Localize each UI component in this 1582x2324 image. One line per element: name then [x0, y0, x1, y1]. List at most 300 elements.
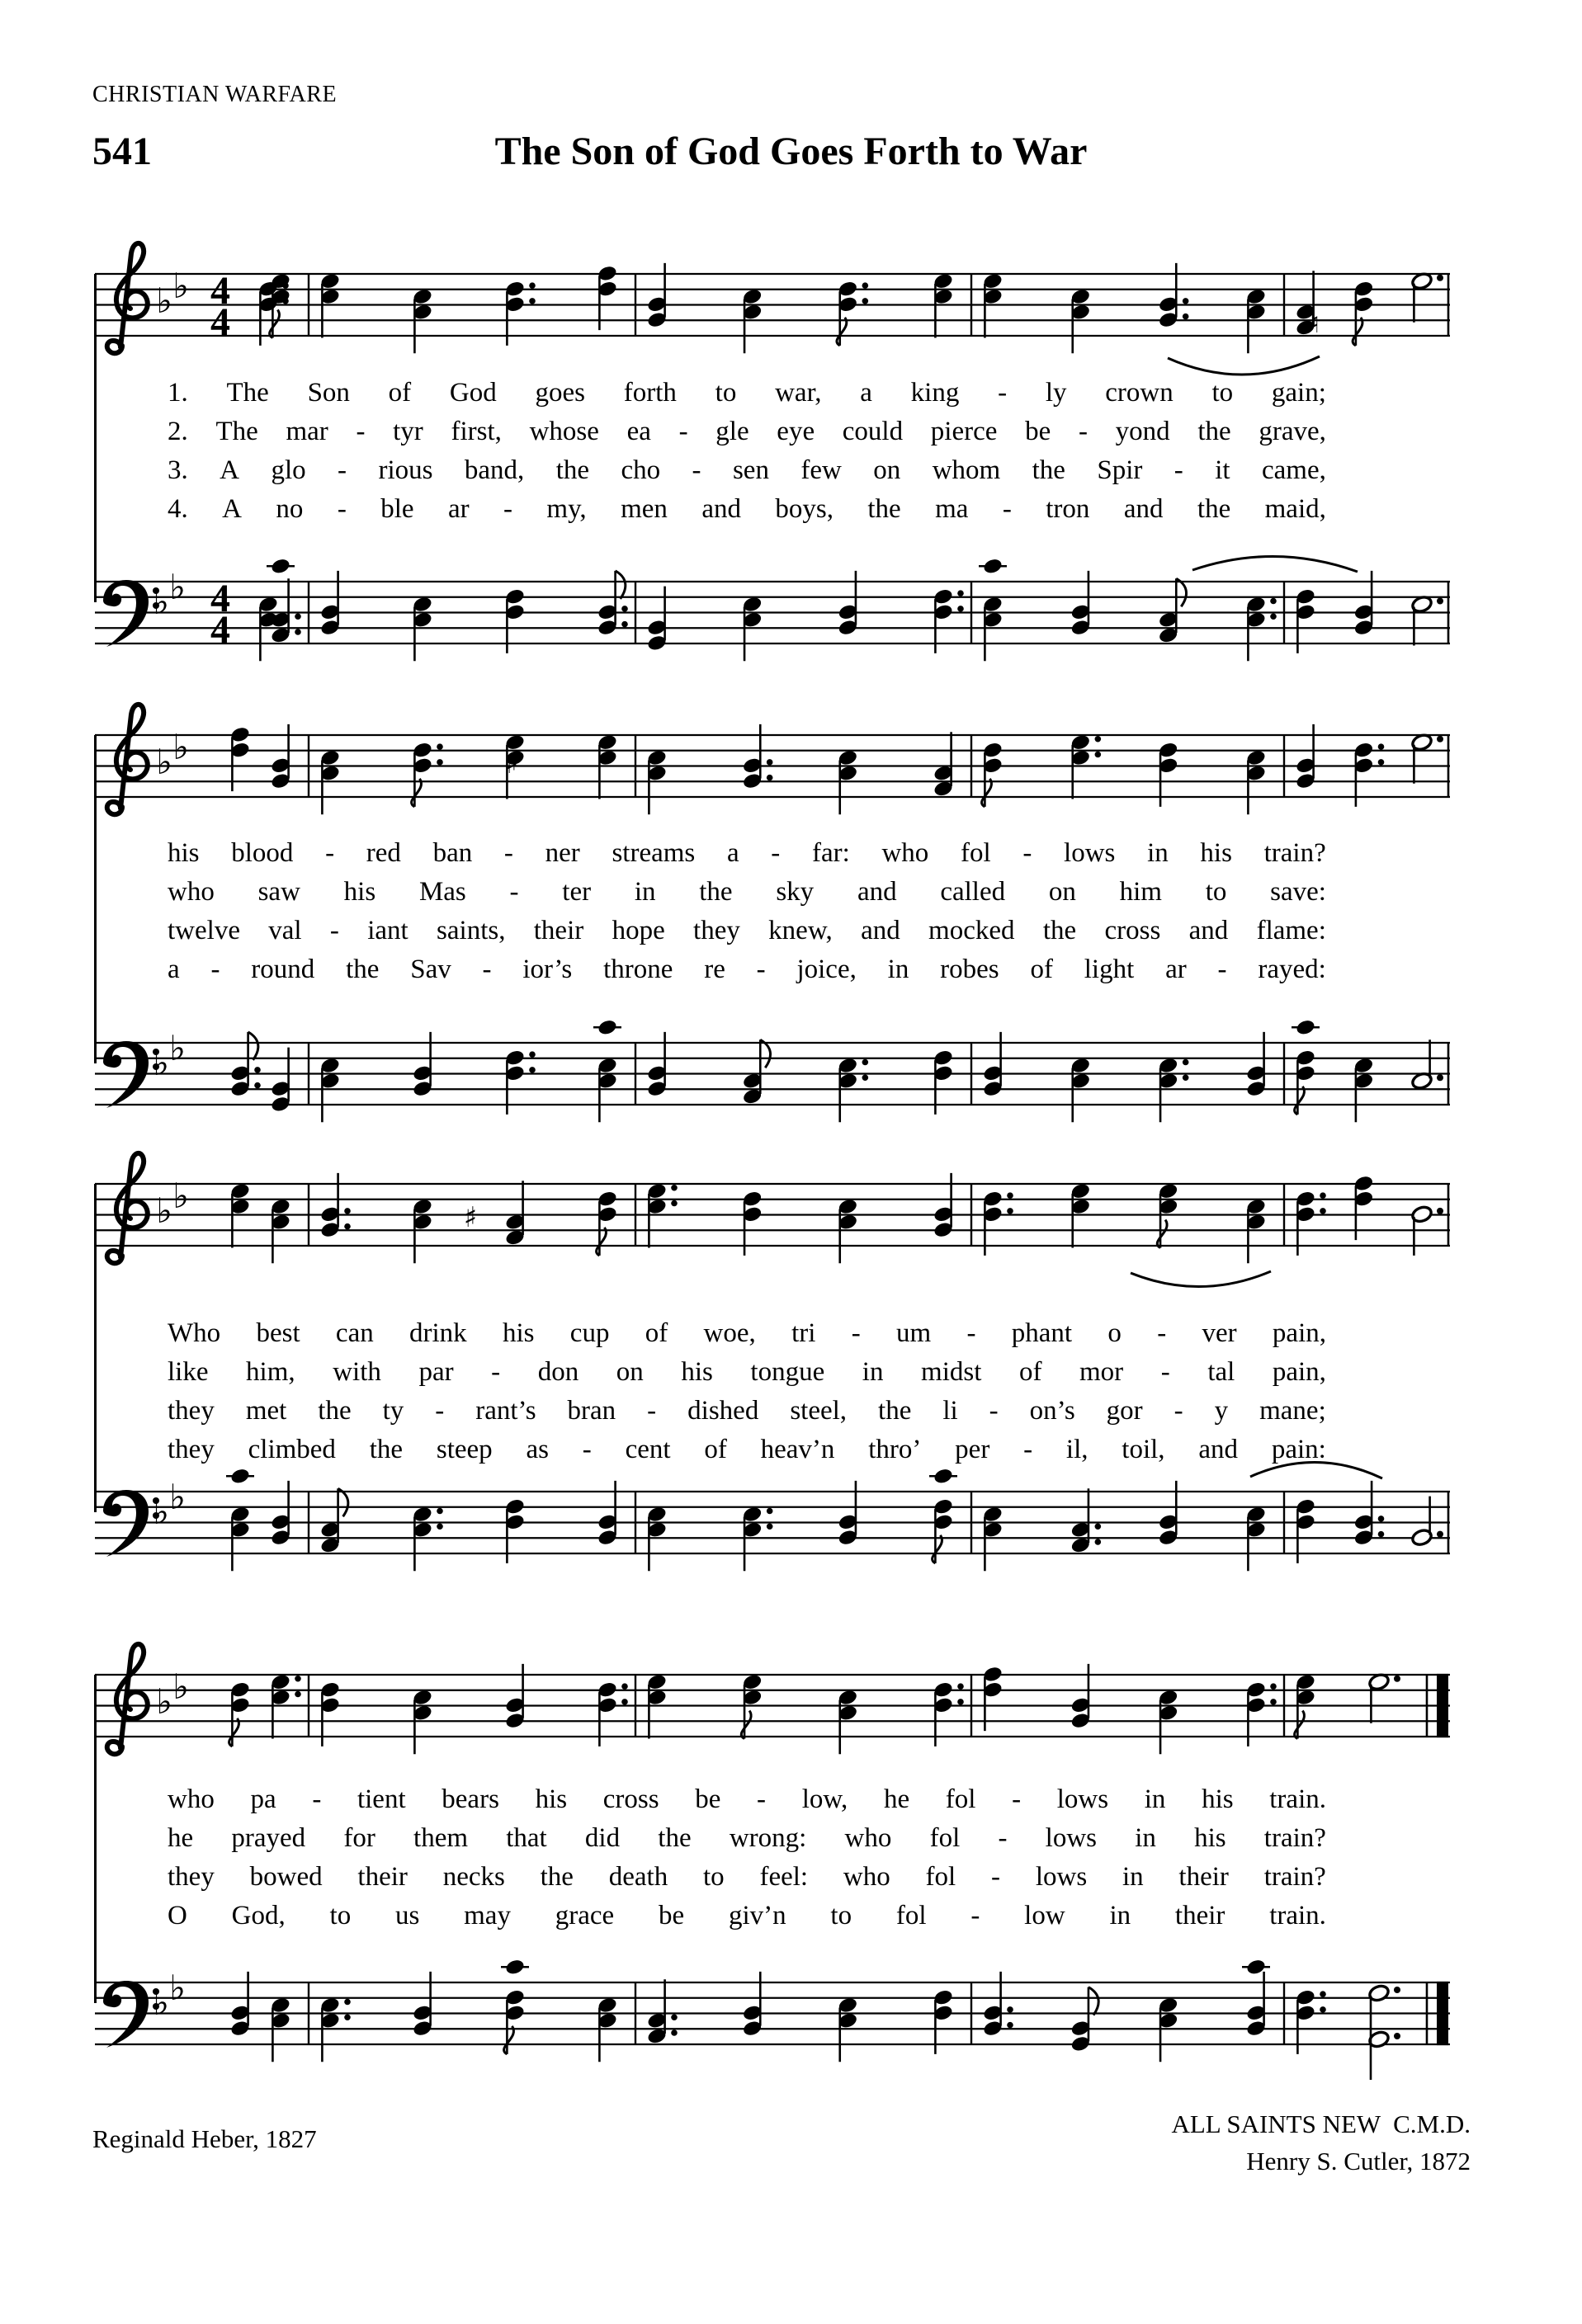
lyric-word: fol — [945, 1784, 976, 1814]
lyric-word: fol — [929, 1823, 961, 1853]
bass-staff — [95, 1941, 1450, 2102]
lyric-word: in — [862, 1357, 884, 1387]
lyric-word: to — [830, 1901, 852, 1930]
lyric-word: light — [1084, 955, 1135, 984]
music-system-4 — [95, 1633, 1450, 2102]
lyric-line-verse4 — [168, 490, 1326, 529]
lyric-word: cho — [621, 455, 661, 485]
lyric-word: train? — [1263, 838, 1326, 868]
lyric-word: it — [1215, 455, 1230, 485]
svg-text:4: 4 — [210, 577, 230, 620]
lyric-word: cross — [602, 1784, 659, 1814]
music-system-3 — [95, 1143, 1450, 1611]
svg-text:4: 4 — [210, 300, 230, 344]
lyric-word: my, — [546, 494, 587, 524]
lyric-word: low, — [801, 1784, 848, 1814]
lyric-word: midst — [921, 1357, 982, 1387]
lyric-word: - — [1002, 494, 1012, 524]
lyric-word: in — [1135, 1823, 1156, 1853]
lyric-word: in — [1144, 1784, 1166, 1814]
lyric-word: ble — [380, 494, 414, 524]
lyric-word: - — [991, 1862, 1001, 1892]
lyric-word: his — [1202, 1784, 1234, 1814]
lyric-word: Son — [307, 378, 350, 408]
lyric-word: pa — [250, 1784, 276, 1814]
lyric-word: - — [851, 1318, 861, 1348]
lyric-word: saints, — [437, 916, 506, 945]
lyric-line-verse2 — [168, 1353, 1326, 1392]
lyric-word: rious — [378, 455, 433, 485]
lyric-word: as — [526, 1435, 549, 1464]
svg-text:♭: ♭ — [169, 567, 186, 607]
lyric-word: dished — [687, 1396, 759, 1426]
lyric-word: cent — [625, 1435, 671, 1464]
lyric-line-verse2 — [168, 873, 1326, 912]
svg-text:♭: ♭ — [153, 1043, 169, 1083]
lyric-word: - — [998, 378, 1008, 408]
lyric-word: of — [645, 1318, 668, 1348]
lyric-word: his — [1194, 1823, 1226, 1853]
lyric-word: cross — [1104, 916, 1161, 945]
lyric-word: ver — [1202, 1318, 1237, 1348]
lyric-word: first, — [451, 417, 502, 446]
lyric-word: be — [695, 1784, 721, 1814]
lyric-word: death — [608, 1862, 668, 1892]
lyric-word: in — [1147, 838, 1169, 868]
lyric-word: ner — [545, 838, 580, 868]
lyric-word: with — [333, 1357, 381, 1387]
svg-text:♭: ♭ — [172, 1176, 189, 1216]
lyric-word: who — [168, 1784, 215, 1814]
lyric-word: - — [1160, 1357, 1170, 1387]
lyric-word: pain, — [1272, 1318, 1326, 1348]
lyric-word: yond — [1115, 417, 1170, 446]
lyric-line-verse2 — [168, 412, 1326, 451]
lyric-word: to — [329, 1901, 352, 1930]
lyric-word: and — [861, 916, 900, 945]
lyric-word: The — [215, 417, 258, 446]
lyric-word: lows — [1056, 1784, 1109, 1814]
lyric-word: drink — [409, 1318, 467, 1348]
lyric-word: bowed — [249, 1862, 323, 1892]
lyric-word: ar — [1165, 955, 1187, 984]
lyric-word: sen — [732, 455, 769, 485]
lyric-word: steel, — [790, 1396, 848, 1426]
lyric-word: of — [388, 378, 412, 408]
lyric-word: fol — [925, 1862, 956, 1892]
lyric-word: his — [502, 1318, 535, 1348]
bass-staff — [95, 1002, 1450, 1162]
lyric-word: heav’n — [760, 1435, 835, 1464]
lyric-word: a — [860, 378, 872, 408]
bass-staff — [95, 1450, 1450, 1611]
lyric-word: came, — [1261, 455, 1326, 485]
lyric-word: mar — [286, 417, 328, 446]
lyric-word: rayed: — [1258, 955, 1326, 984]
lyric-word: par — [418, 1357, 454, 1387]
lyric-word: God — [449, 378, 497, 408]
lyric-word: steep — [436, 1435, 493, 1464]
lyric-word: for — [343, 1823, 375, 1853]
hymn-number: 541 — [92, 130, 152, 173]
lyric-word: him, — [246, 1357, 295, 1387]
lyric-word: necks — [442, 1862, 505, 1892]
svg-text:♭: ♭ — [169, 1028, 186, 1068]
lyric-word: grave, — [1259, 417, 1326, 446]
tune-credit-block — [1171, 2105, 1471, 2180]
lyric-word: - — [1078, 417, 1088, 446]
lyric-word: - — [1012, 1784, 1022, 1814]
lyric-word: them — [413, 1823, 469, 1853]
lyric-word: grace — [555, 1901, 615, 1930]
lyric-word: - — [998, 1823, 1008, 1853]
lyric-word: glo — [271, 455, 306, 485]
svg-text:♯: ♯ — [463, 1201, 478, 1234]
composer-credit: Henry S. Cutler, 1872 — [1246, 2147, 1471, 2176]
lyric-line-verse3 — [168, 451, 1326, 490]
lyric-word: few — [800, 455, 842, 485]
lyric-word: who — [843, 1862, 890, 1892]
lyric-word: wrong: — [729, 1823, 807, 1853]
lyric-word: their — [357, 1862, 408, 1892]
lyric-word: The — [226, 378, 269, 408]
lyric-word: - — [692, 455, 701, 485]
lyric-word: they — [168, 1435, 215, 1464]
lyric-word: and — [701, 494, 741, 524]
lyric-word: flame: — [1256, 916, 1326, 945]
lyric-word: pain: — [1271, 1435, 1326, 1464]
lyric-word: in — [887, 955, 909, 984]
lyric-word: throne — [603, 955, 673, 984]
lyric-word: no — [276, 494, 304, 524]
lyric-word: tient — [357, 1784, 406, 1814]
lyric-word: sky — [776, 877, 815, 907]
svg-text:♭: ♭ — [156, 1190, 172, 1231]
lyric-word: - — [210, 955, 220, 984]
music-system-2 — [95, 694, 1450, 1162]
lyric-word: on — [616, 1357, 644, 1387]
lyric-word: may — [464, 1901, 511, 1930]
lyric-word: of — [704, 1435, 727, 1464]
lyric-word: of — [1018, 1357, 1042, 1387]
lyric-word: ly — [1045, 378, 1067, 408]
lyric-word: ior’s — [522, 955, 573, 984]
verse-block-2 — [168, 834, 1326, 989]
lyric-word: did — [584, 1823, 621, 1853]
lyric-word: - — [970, 1901, 980, 1930]
verse-block-4 — [168, 1780, 1326, 1935]
svg-text:♭: ♭ — [169, 1477, 186, 1517]
lyric-word: feel: — [759, 1862, 809, 1892]
lyric-word: train? — [1263, 1823, 1326, 1853]
lyric-word: the — [1197, 417, 1231, 446]
lyric-word: ter — [562, 877, 592, 907]
lyric-word: round — [251, 955, 315, 984]
lyric-word: can — [335, 1318, 374, 1348]
svg-text:♯: ♯ — [504, 747, 519, 780]
lyric-word: in — [1122, 1862, 1144, 1892]
svg-text:♭: ♭ — [156, 742, 172, 782]
lyric-word: Sav — [410, 955, 451, 984]
lyric-word: iant — [367, 916, 408, 945]
lyric-word: ty — [382, 1396, 404, 1426]
lyric-word: they — [168, 1396, 215, 1426]
svg-text:♭: ♭ — [169, 1968, 186, 2008]
lyric-word: - — [1174, 455, 1183, 485]
lyric-word: climbed — [248, 1435, 336, 1464]
lyric-word: knew, — [768, 916, 833, 945]
lyric-word: robes — [940, 955, 999, 984]
lyric-word: woe, — [703, 1318, 756, 1348]
lyric-word: toil, — [1122, 1435, 1165, 1464]
lyric-word: mane; — [1259, 1396, 1326, 1426]
lyric-word: prayed — [231, 1823, 306, 1853]
lyric-word: - — [338, 455, 347, 485]
lyric-word: of — [1030, 955, 1053, 984]
lyric-word: per — [955, 1435, 990, 1464]
lyric-word: the — [555, 455, 590, 485]
lyric-word: whose — [529, 417, 599, 446]
treble-staff — [95, 694, 1450, 855]
lyric-word: don — [537, 1357, 579, 1387]
lyric-word: pain, — [1272, 1357, 1326, 1387]
lyric-word: in — [1109, 1901, 1131, 1930]
lyric-word: gain; — [1271, 378, 1326, 408]
lyric-word: lows — [1035, 1862, 1088, 1892]
lyric-word: could — [842, 417, 904, 446]
lyric-word: - — [503, 494, 512, 524]
lyric-word: fol — [895, 1901, 927, 1930]
lyric-word: their — [533, 916, 584, 945]
lyric-word: ma — [935, 494, 969, 524]
lyric-word: tongue — [750, 1357, 825, 1387]
lyric-line-verse3 — [168, 912, 1326, 950]
section-header: CHRISTIAN WARFARE — [92, 82, 338, 107]
lyric-word: A — [222, 494, 242, 524]
lyric-word: that — [506, 1823, 547, 1853]
lyric-line-verse1 — [168, 834, 1326, 873]
lyric-word: - — [329, 916, 339, 945]
bass-staff — [95, 540, 1450, 701]
lyric-word: to — [1205, 877, 1227, 907]
lyric-word: tal — [1207, 1357, 1235, 1387]
lyric-word: gor — [1106, 1396, 1143, 1426]
lyric-word: li — [942, 1396, 958, 1426]
lyric-word: Who — [168, 1318, 221, 1348]
lyric-word: tyr — [393, 417, 423, 446]
lyric-word: Spir — [1097, 455, 1143, 485]
lyric-word: tron — [1046, 494, 1090, 524]
lyric-word: - — [325, 838, 335, 868]
lyric-word: be — [659, 1901, 685, 1930]
lyric-word: a — [726, 838, 739, 868]
lyric-word: - — [1022, 838, 1032, 868]
lyric-word: like — [168, 1357, 209, 1387]
lyric-word: - — [1157, 1318, 1167, 1348]
lyric-word: 4. — [168, 494, 188, 524]
lyric-word: 1. — [168, 378, 188, 408]
author-credit: Reginald Heber, 1827 — [92, 2124, 317, 2153]
lyric-word: hope — [612, 916, 665, 945]
lyric-word: the — [346, 955, 380, 984]
lyric-word: band, — [464, 455, 525, 485]
lyric-word: low — [1024, 1901, 1065, 1930]
lyric-line-verse2 — [168, 1819, 1326, 1858]
lyric-word: God, — [231, 1901, 286, 1930]
lyric-word: his — [681, 1357, 713, 1387]
lyric-word: 3. — [168, 455, 188, 485]
lyric-word: train. — [1269, 1901, 1326, 1930]
treble-staff — [95, 1633, 1450, 1794]
lyric-word: they — [168, 1862, 215, 1892]
svg-text:♭: ♭ — [156, 1681, 172, 1722]
lyric-word: bran — [567, 1396, 616, 1426]
lyric-word: to — [1211, 378, 1234, 408]
lyric-word: tri — [791, 1318, 816, 1348]
svg-text:♮: ♮ — [1309, 307, 1320, 340]
lyric-word: Mas — [418, 877, 466, 907]
lyric-word: fol — [960, 838, 991, 868]
lyric-word: to — [715, 378, 737, 408]
lyric-word: twelve — [168, 916, 240, 945]
lyric-word: - — [312, 1784, 322, 1814]
treble-staff — [95, 1143, 1450, 1303]
lyric-word: blood — [231, 838, 294, 868]
lyric-word: the — [369, 1435, 404, 1464]
svg-text:♭: ♭ — [153, 1492, 169, 1532]
lyric-word: train. — [1269, 1784, 1326, 1814]
lyric-word: whom — [932, 455, 1001, 485]
verse-block-1 — [168, 374, 1326, 529]
svg-text:4: 4 — [210, 608, 230, 652]
lyric-word: - — [647, 1396, 657, 1426]
lyric-word: - — [771, 838, 781, 868]
lyric-word: - — [582, 1435, 592, 1464]
lyric-word: on — [873, 455, 901, 485]
lyric-word: met — [245, 1396, 287, 1426]
lyric-word: ban — [432, 838, 473, 868]
lyric-line-verse4 — [168, 950, 1326, 989]
lyric-word: king — [910, 378, 960, 408]
lyric-word: he — [883, 1784, 910, 1814]
lyric-word: pierce — [930, 417, 998, 446]
lyric-word: the — [867, 494, 901, 524]
lyric-word: gle — [715, 417, 749, 446]
lyric-word: his — [343, 877, 376, 907]
lyric-word: - — [1023, 1435, 1033, 1464]
lyric-word: he — [168, 1823, 194, 1853]
lyric-word: boys, — [775, 494, 834, 524]
lyric-word: streams — [612, 838, 696, 868]
lyric-word: - — [678, 417, 688, 446]
lyric-word: the — [699, 877, 733, 907]
lyric-word: y — [1214, 1396, 1229, 1426]
lyric-word: - — [435, 1396, 445, 1426]
lyric-word: forth — [623, 378, 677, 408]
lyric-word: ar — [447, 494, 470, 524]
hymn-title: The Son of God Goes Forth to War — [494, 130, 1088, 173]
lyric-word: be — [1025, 417, 1051, 446]
lyric-word: to — [703, 1862, 725, 1892]
lyric-word: and — [857, 877, 897, 907]
lyric-word: their — [1178, 1862, 1229, 1892]
lyric-word: the — [1197, 494, 1231, 524]
lyric-word: his — [1200, 838, 1232, 868]
lyric-word: eye — [777, 417, 815, 446]
lyric-word: re — [704, 955, 725, 984]
lyric-word: il, — [1065, 1435, 1089, 1464]
tune-name: ALL SAINTS NEW C.M.D. — [1171, 2110, 1471, 2138]
lyric-word: lows — [1064, 838, 1116, 868]
lyric-word: the — [318, 1396, 352, 1426]
lyric-word: their — [1174, 1901, 1225, 1930]
lyric-word: who — [881, 838, 929, 868]
lyric-word: - — [356, 417, 366, 446]
lyric-word: thro’ — [868, 1435, 922, 1464]
lyric-word: ea — [626, 417, 651, 446]
lyric-word: - — [491, 1357, 501, 1387]
lyric-word: goes — [535, 378, 586, 408]
lyric-word: best — [256, 1318, 300, 1348]
lyric-word: crown — [1105, 378, 1174, 408]
lyric-word: the — [540, 1862, 574, 1892]
lyric-word: a — [168, 955, 180, 984]
lyric-word: A — [220, 455, 240, 485]
lyric-word: - — [989, 1396, 999, 1426]
svg-text:♭: ♭ — [172, 727, 189, 767]
lyric-word: - — [1217, 955, 1227, 984]
verse-block-3 — [168, 1314, 1326, 1469]
lyric-line-verse3 — [168, 1392, 1326, 1431]
svg-text:♭: ♭ — [172, 266, 189, 306]
music-system-1 — [95, 233, 1450, 701]
lyric-word: 2. — [168, 417, 188, 446]
lyric-word: um — [896, 1318, 932, 1348]
lyric-word: his — [168, 838, 200, 868]
lyric-word: o — [1107, 1318, 1122, 1348]
lyric-word: bears — [442, 1784, 499, 1814]
lyric-word: him — [1119, 877, 1162, 907]
lyric-word: joice, — [796, 955, 857, 984]
lyric-word: val — [268, 916, 302, 945]
lyric-word: phant — [1011, 1318, 1073, 1348]
lyric-word: the — [878, 1396, 912, 1426]
lyric-word: on’s — [1029, 1396, 1075, 1426]
lyric-word: they — [693, 916, 740, 945]
lyric-word: called — [940, 877, 1006, 907]
lyric-word: in — [634, 877, 656, 907]
lyric-word: - — [482, 955, 492, 984]
lyric-word: mor — [1079, 1357, 1124, 1387]
lyric-word: save: — [1270, 877, 1326, 907]
treble-staff — [95, 233, 1450, 394]
lyric-word: - — [966, 1318, 976, 1348]
svg-text:4: 4 — [210, 269, 230, 313]
lyric-line-verse1 — [168, 374, 1326, 412]
lyric-word: the — [658, 1823, 692, 1853]
lyric-word: the — [1032, 455, 1065, 485]
lyric-line-verse4 — [168, 1897, 1326, 1935]
lyric-line-verse1 — [168, 1780, 1326, 1819]
lyric-word: the — [1042, 916, 1077, 945]
lyric-word: lows — [1045, 1823, 1097, 1853]
lyric-word: and — [1188, 916, 1229, 945]
svg-text:♭: ♭ — [172, 1666, 189, 1707]
lyric-word: who — [168, 877, 215, 907]
lyric-line-verse1 — [168, 1314, 1326, 1353]
lyric-word: rant’s — [475, 1396, 536, 1426]
lyric-word: mocked — [928, 916, 1015, 945]
